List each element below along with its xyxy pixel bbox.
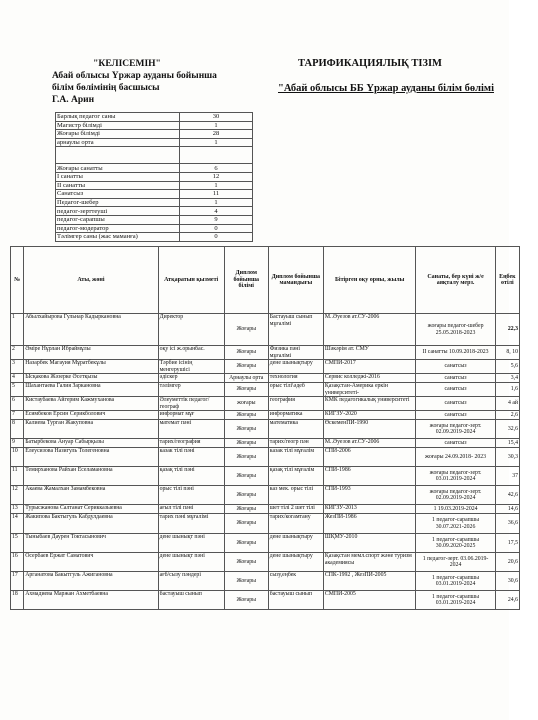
experience: 17,5 [495, 534, 519, 553]
category: 1 педагог-сарапшы 30.09.2020-2025 [416, 534, 495, 553]
specialty: қазақ тілі мұғалім [268, 467, 323, 486]
stats-row [56, 164, 253, 173]
row-number: 11 [11, 467, 24, 486]
experience: 1,6 [495, 383, 519, 397]
specialty: казак тілі мұғалім [268, 448, 323, 467]
teacher-name: Жакипова Бактыгуль Кабдулдаевна [24, 514, 158, 534]
position: тарих/география [158, 439, 224, 448]
document-subtitle: "Абай облысы ББ Үржар ауданы білім бөлімі [278, 83, 494, 94]
row-number: 7 [11, 411, 24, 420]
row-number: 15 [11, 534, 24, 553]
position: Әлеуметтік педагог/географ [158, 397, 224, 411]
stats-value: 1 [180, 198, 253, 207]
teacher-name: Ысқакова Жәзерке Әсетқызы [24, 374, 158, 383]
stats-label: арнаулы орта [56, 138, 180, 147]
position: дене шынықт пәні [158, 534, 224, 553]
position: ағб/сызу пәндері [158, 572, 224, 591]
education-level: Жоғары [224, 534, 268, 553]
position: әдіскер [158, 374, 224, 383]
position: информат мұғ [158, 411, 224, 420]
stats-value: 0 [180, 224, 253, 233]
experience: 32,6 [495, 420, 519, 439]
table-row [11, 553, 520, 572]
stats-value: 1 [180, 138, 253, 147]
position: математ пәні [158, 420, 224, 439]
school-graduated: ӨскеменПИ-1990 [323, 420, 416, 439]
school-graduated: СПИ-1993 [323, 486, 416, 505]
experience: 20,6 [495, 553, 519, 572]
category: II санатты 10.09.2018-2023 [416, 346, 495, 360]
stats-label: Магистр білімді [56, 121, 180, 130]
stats-label: Педагог-шебер [56, 198, 180, 207]
stats-label: педагог-модератор [56, 224, 180, 233]
education-level: Жоғары [224, 360, 268, 374]
position: дене шынықт пәні [158, 553, 224, 572]
experience: 14,6 [495, 505, 519, 514]
specialty: дене шынықтыру [268, 553, 323, 572]
school-graduated: Шәкәрім ат. СМУ [323, 346, 416, 360]
table-row [11, 397, 520, 411]
stats-label: педагог-сарапшы [56, 215, 180, 224]
row-number: 5 [11, 383, 24, 397]
school-graduated: СПК-1992 , ЖезПИ-2005 [323, 572, 416, 591]
category: жоғары педагог-зерт. 03.01.2019-2024 [416, 467, 495, 486]
stats-value: 9 [180, 215, 253, 224]
experience: 22,3 [495, 314, 519, 346]
stats-label: I санатты [56, 172, 180, 181]
stats-value: 0 [180, 233, 253, 242]
stats-row [56, 181, 253, 190]
stats-row [56, 121, 253, 130]
teacher-name: Калиева Турган Жакуповна [24, 420, 158, 439]
staff-statistics-table [55, 112, 253, 242]
category: жоғары педагог-зерт. 02.09.2019-2024 [416, 486, 495, 505]
experience: 30,3 [495, 448, 519, 467]
education-level: Жоғары [224, 420, 268, 439]
specialty: сызу,еңбек [268, 572, 323, 591]
experience: 4 ай [495, 397, 519, 411]
table-row [11, 420, 520, 439]
row-number: 8 [11, 420, 24, 439]
education-level: Жоғары [224, 591, 268, 610]
table-header-row [11, 247, 520, 314]
table-row [11, 591, 520, 610]
stats-value: 4 [180, 207, 253, 216]
col-header-name: Аты, жөні [24, 247, 158, 314]
category: санатсыз [416, 383, 495, 397]
row-number: 4 [11, 374, 24, 383]
stats-row [56, 147, 253, 164]
school-graduated: Сервис колледжі-2016 [323, 374, 416, 383]
school-graduated: Қазақстан-Америка еркін университеті- [323, 383, 416, 397]
education-level: Жоғары [224, 439, 268, 448]
position: оқу ісі ж.орынбас. [158, 346, 224, 360]
document-title: ТАРИФИКАЦИЯЛЫҚ ТІЗІМ [298, 58, 442, 69]
col-header-education: Диплом бойынша білімі [224, 247, 268, 314]
row-number: 2 [11, 346, 24, 360]
stats-value: 28 [180, 130, 253, 139]
table-row [11, 572, 520, 591]
stats-label: Барлық педагог саны [56, 113, 180, 122]
education-level: Жоғары [224, 383, 268, 397]
stats-row [56, 198, 253, 207]
position: казак тілі пәні [158, 448, 224, 467]
education-level: Жоғары [224, 505, 268, 514]
category: санатсыз [416, 360, 495, 374]
category: 1 педагог-зерт. 03.06.2019-2024 [416, 553, 495, 572]
stats-row [56, 130, 253, 139]
row-number: 1 [11, 314, 24, 346]
approval-line: білім бөлімінің басшысы [52, 83, 160, 93]
stats-row [56, 215, 253, 224]
approval-signer: Г.А. Арин [52, 95, 95, 105]
education-level: Жоғары [224, 411, 268, 420]
teacher-name: Акаева Жамалхан Замамбековна [24, 486, 158, 505]
stats-row [56, 190, 253, 199]
teacher-name: Турысжанова Салтанат Серикказыевна [24, 505, 158, 514]
school-graduated: М..Әуезов ат.СУ-2006 [323, 439, 416, 448]
col-header-position: Атқаратын қызметі [158, 247, 224, 314]
teacher-name: Әміре Нұрлан Ибраймұлы [24, 346, 158, 360]
teacher-name: Елеусизова Назигуль Толегеновна [24, 448, 158, 467]
stats-row [56, 207, 253, 216]
stats-row [56, 172, 253, 181]
col-header-experience: Еңбек өтілі [495, 247, 519, 314]
category: 1 педагог-сарапшы 30.07.2021-2026 [416, 514, 495, 534]
approval-line: Абай облысы Үржар ауданы бойынша [52, 71, 217, 81]
teacher-name: Назарбек Магауия Мұратбекұлы [24, 360, 158, 374]
teacher-name: Темирханова Райхан Еселамановна [24, 467, 158, 486]
stats-label: Тәлімгер саны (жас маманға) [56, 233, 180, 242]
school-graduated: КИГЗУ-2013 [323, 505, 416, 514]
school-graduated: СМПИ-2005 [323, 591, 416, 610]
experience: 15,4 [495, 439, 519, 448]
col-header-number: № [11, 247, 24, 314]
row-number: 10 [11, 448, 24, 467]
row-number: 17 [11, 572, 24, 591]
col-header-category: Санаты, бер күні ж/е аяқталу мерз. [416, 247, 495, 314]
specialty: каз мек. орыс тілі [268, 486, 323, 505]
stats-label: Жоғары білімді [56, 130, 180, 139]
stats-value [180, 147, 253, 164]
table-row [11, 486, 520, 505]
row-number: 12 [11, 486, 24, 505]
school-graduated: КИГЗУ-2020 [323, 411, 416, 420]
education-level: Жоғары [224, 467, 268, 486]
row-number: 16 [11, 553, 24, 572]
stats-value: 6 [180, 164, 253, 173]
experience: 8, 10 [495, 346, 519, 360]
position: Тәрбие ісінің менгерушісі [158, 360, 224, 374]
experience: 37 [495, 467, 519, 486]
specialty: география [268, 397, 323, 411]
specialty: шет тілі 2 шет тілі [268, 505, 323, 514]
stats-label: II санатты [56, 181, 180, 190]
row-number: 14 [11, 514, 24, 534]
school-graduated: СПИ-2006 [323, 448, 416, 467]
row-number: 13 [11, 505, 24, 514]
experience: 5,6 [495, 360, 519, 374]
position: тарих пәні мұғалімі [158, 514, 224, 534]
specialty: тарих/геогр пән [268, 439, 323, 448]
specialty: дене шынықтыру [268, 534, 323, 553]
position: бастауыш сынып [158, 591, 224, 610]
specialty: дене шынықтыру [268, 360, 323, 374]
table-row [11, 383, 520, 397]
category: санатсыз [416, 397, 495, 411]
table-row [11, 467, 520, 486]
specialty: Физика пәні мұғалімі [268, 346, 323, 360]
experience: 30,6 [495, 572, 519, 591]
table-row [11, 346, 520, 360]
experience: 24,6 [495, 591, 519, 610]
teacher-name: Ахмадиева Маржан Ахметбаевна [24, 591, 158, 610]
school-graduated: ШҚМУ-2010 [323, 534, 416, 553]
table-row [11, 314, 520, 346]
table-row [11, 534, 520, 553]
table-row [11, 360, 520, 374]
stats-value: 11 [180, 190, 253, 199]
col-header-school: Бітірген оқу орны, жылы [323, 247, 416, 314]
approval-block [52, 58, 262, 106]
education-level: жоғары [224, 397, 268, 411]
school-graduated: СПИ-1986 [323, 467, 416, 486]
education-level: Жоғары [224, 314, 268, 346]
school-graduated: ЖезПИ-1986 [323, 514, 416, 534]
category: жоғары педагог-зерт. 02.09.2019-2024 [416, 420, 495, 439]
specialty: бастауыш сынып [268, 591, 323, 610]
category: санатсыз [416, 374, 495, 383]
education-level: Жоғары [224, 553, 268, 572]
stats-row [56, 113, 253, 122]
teacher-name: Осербаев Ержат Саматович [24, 553, 158, 572]
specialty: орыс тілі\әдеб [268, 383, 323, 397]
school-graduated: М..Әуезов ат.СУ-2006 [323, 314, 416, 346]
stats-value: 30 [180, 113, 253, 122]
teacher-name: Тыныбаев Даурен Токтасынович [24, 534, 158, 553]
row-number: 3 [11, 360, 24, 374]
row-number: 6 [11, 397, 24, 411]
stats-label: Жоғары санатты [56, 164, 180, 173]
teacher-name: Арганатова Бакытгуль Ажигановна [24, 572, 158, 591]
table-row [11, 505, 520, 514]
education-level: Жоғары [224, 486, 268, 505]
category: санатсыз [416, 439, 495, 448]
table-row [11, 411, 520, 420]
teacher-name: Батырбекова Ануар Сабырқызы [24, 439, 158, 448]
category: 1 педагог-сарапшы 03.01.2019-2024 [416, 572, 495, 591]
stats-row [56, 224, 253, 233]
row-number: 18 [11, 591, 24, 610]
teacher-name: Кистаубаева Айгерим Кажмуханова [24, 397, 158, 411]
stats-value: 1 [180, 121, 253, 130]
experience: 42,6 [495, 486, 519, 505]
document-title-block [278, 58, 538, 94]
experience: 2,6 [495, 411, 519, 420]
stats-label: Санатсыз [56, 190, 180, 199]
table-row [11, 514, 520, 534]
teacher-name: Абылхайырова Гульнар Кадыркановна [24, 314, 158, 346]
school-graduated: СМПИ-2017 [323, 360, 416, 374]
specialty: информатика [268, 411, 323, 420]
teacher-name: Шахантаева Галия Заркановна [24, 383, 158, 397]
row-number: 9 [11, 439, 24, 448]
education-level: Арнаулы орта [224, 374, 268, 383]
teacher-name: Есимбеков Ерсин Серикболович [24, 411, 158, 420]
category: 1 педагог-сарапшы 03.01.2019-2024 [416, 591, 495, 610]
education-level: Жоғары [224, 346, 268, 360]
stats-row [56, 233, 253, 242]
position: тәлімгер [158, 383, 224, 397]
tariff-table [10, 246, 520, 610]
education-level: Жоғары [224, 572, 268, 591]
stats-value: 12 [180, 172, 253, 181]
col-header-specialty: Диплом бойынша мамандығы [268, 247, 323, 314]
table-row [11, 374, 520, 383]
stats-value: 1 [180, 181, 253, 190]
experience: 36,6 [495, 514, 519, 534]
approval-title: "КЕЛІСЕМІН" [93, 59, 161, 69]
position: ағыл тілі пәні [158, 505, 224, 514]
stats-label: педагог-зерттеуші [56, 207, 180, 216]
specialty: Бастауыш сынып мұғалімі [268, 314, 323, 346]
table-row [11, 448, 520, 467]
stats-row [56, 138, 253, 147]
position: орыс тілі пәні [158, 486, 224, 505]
specialty: тарих/когамтану [268, 514, 323, 534]
category: жоғары педагог-шебер 25.05.2018-2023 [416, 314, 495, 346]
experience: 3,4 [495, 374, 519, 383]
position: Директор [158, 314, 224, 346]
category: санатсыз [416, 411, 495, 420]
category: жоғары 24.09.2018- 2023 [416, 448, 495, 467]
category: 1 19.03.2019-2024 [416, 505, 495, 514]
specialty: математика [268, 420, 323, 439]
position: қазақ тілі пәні [158, 467, 224, 486]
table-row [11, 439, 520, 448]
education-level: Жоғары [224, 514, 268, 534]
school-graduated: Қазақстан мемл.спорт және туризм академиясы [323, 553, 416, 572]
specialty: технология [268, 374, 323, 383]
stats-label [56, 147, 180, 164]
education-level: Жоғары [224, 448, 268, 467]
school-graduated: КМК педагогикалық университеті [323, 397, 416, 411]
